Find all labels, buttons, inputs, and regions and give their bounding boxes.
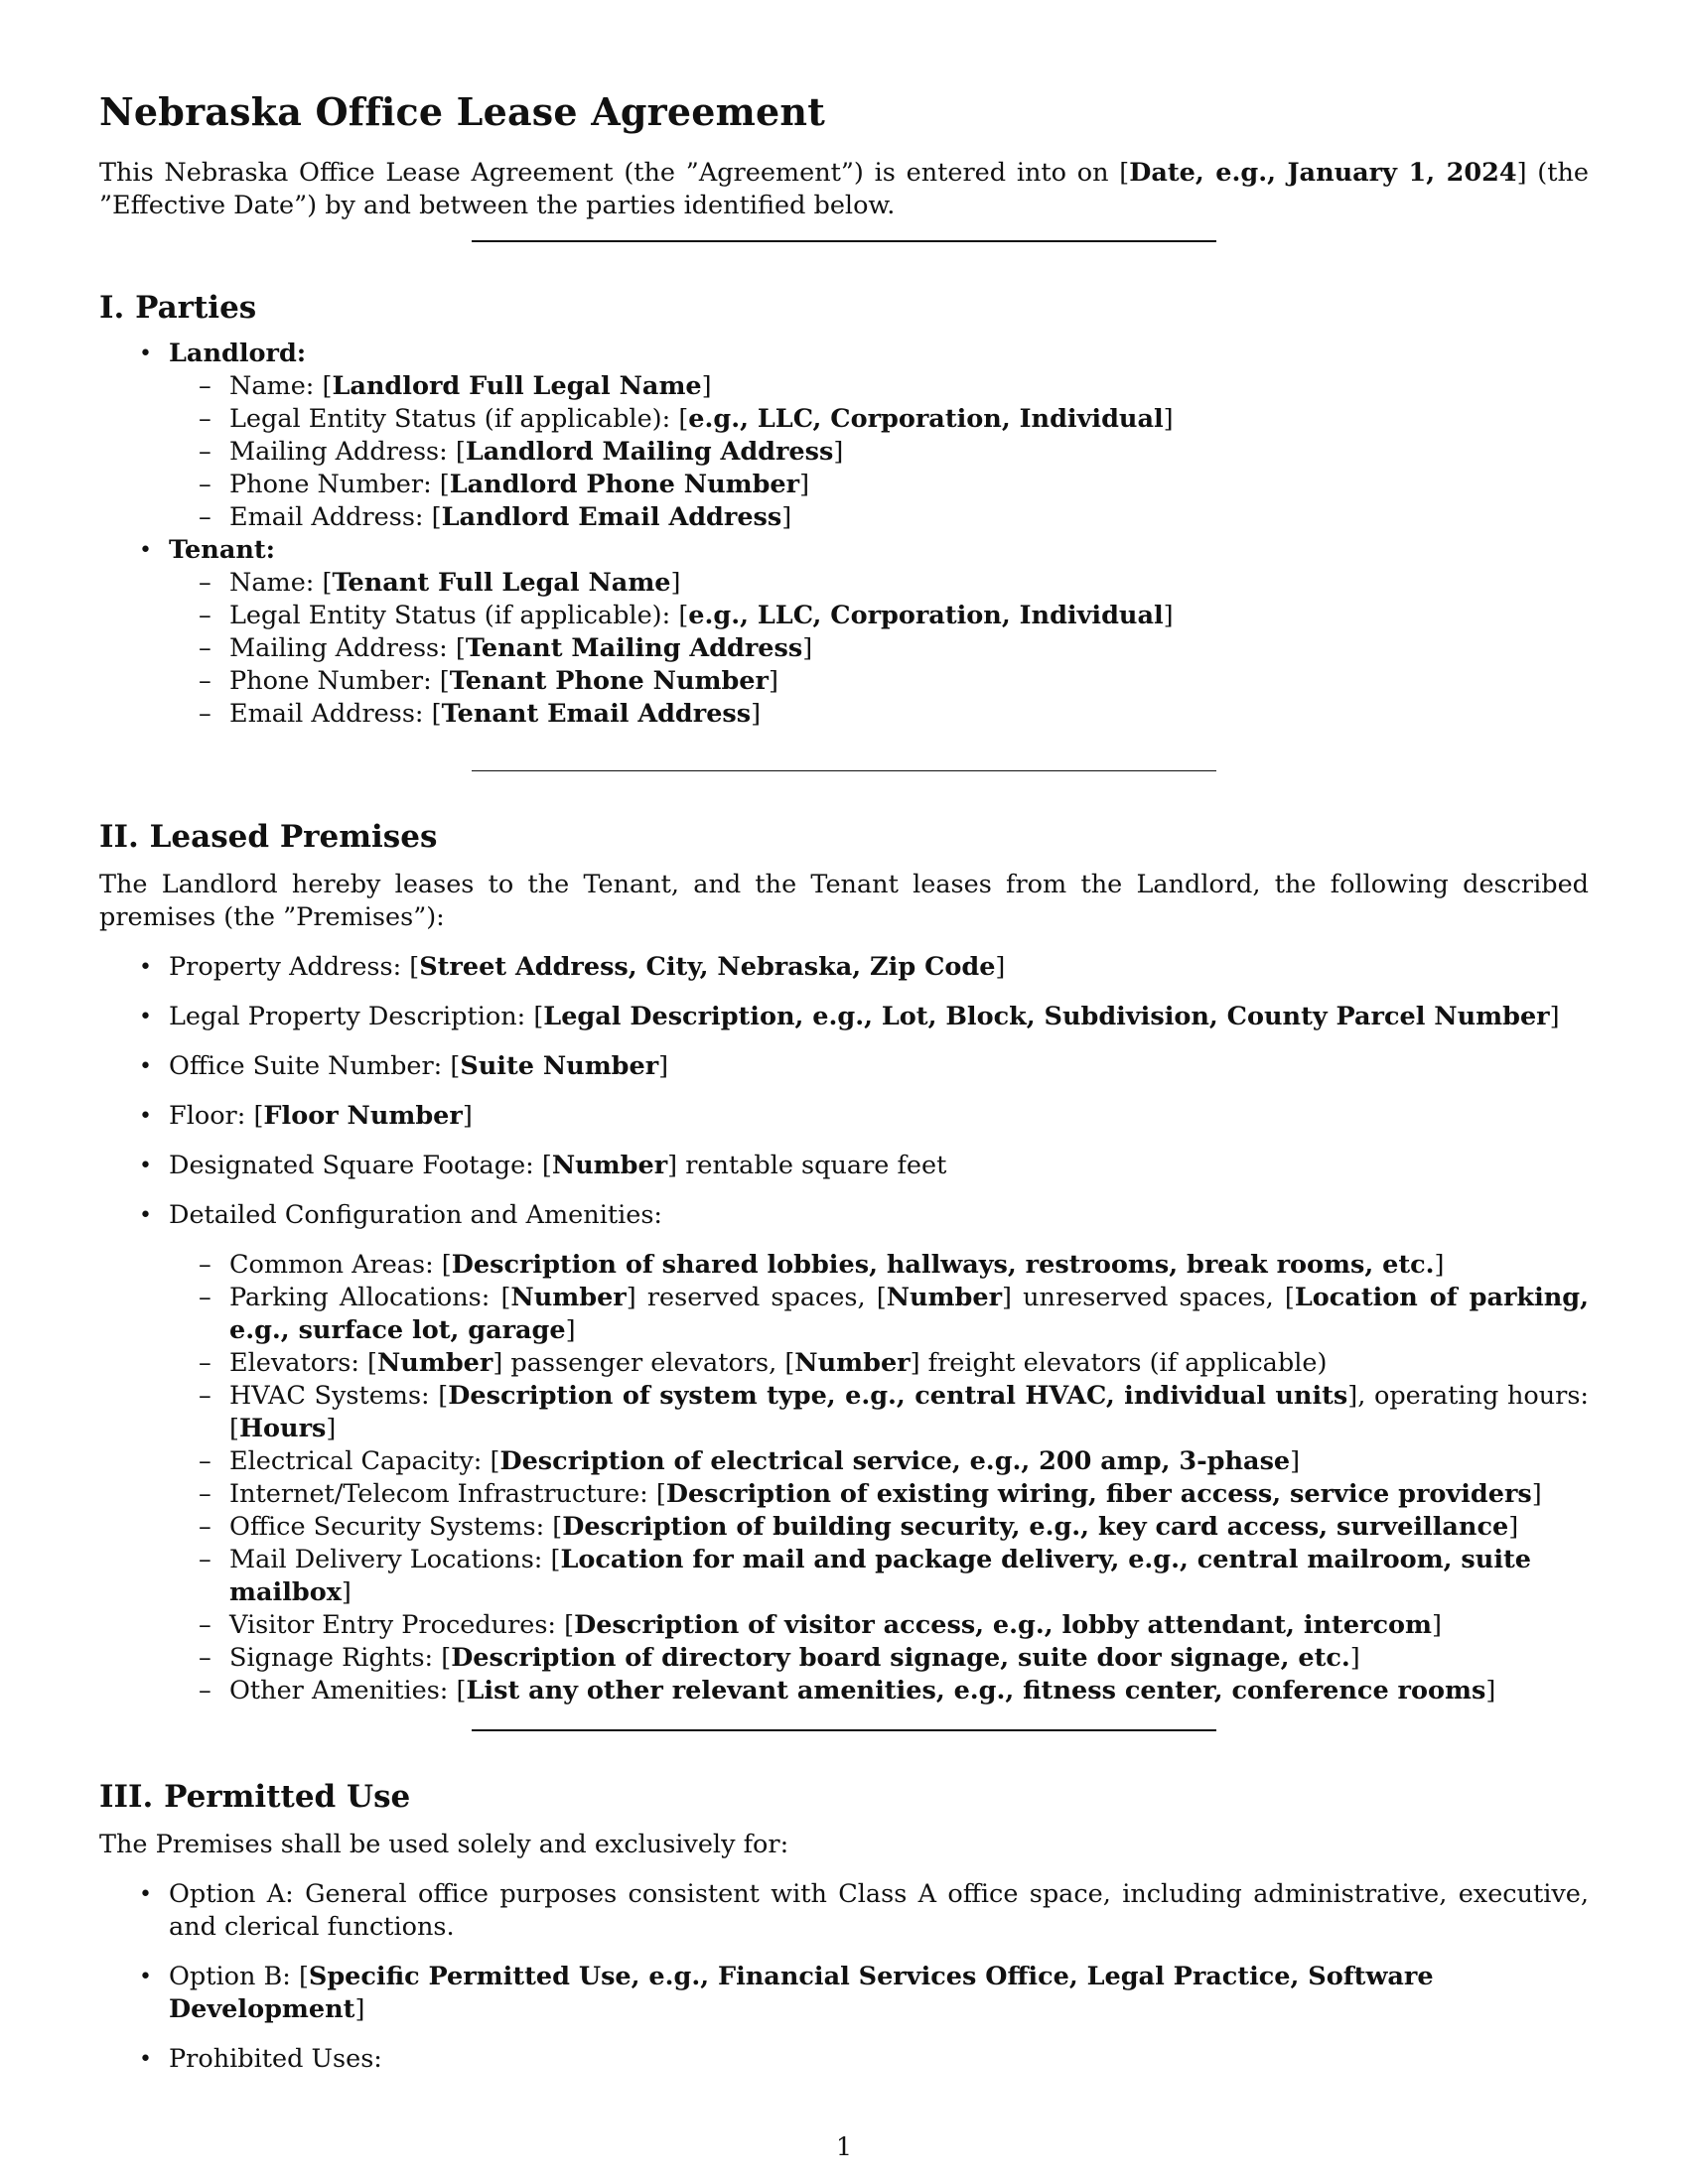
internet-telecom: – Internet/Telecom Infrastructure: [Description of existing wiring, fiber access, service providers] <box>169 1478 1589 1511</box>
prohibited-uses-item: • Prohibited Uses: <box>99 2043 1589 2076</box>
premises-list <box>99 951 1589 1707</box>
landlord-entity: – Legal Entity Status (if applicable): [e.g., LLC, Corporation, Individual] <box>169 403 1589 436</box>
signage-rights: – Signage Rights: [Description of directory board signage, suite door signage, etc.] <box>169 1642 1589 1675</box>
landlord-details <box>169 370 1589 534</box>
document-page <box>99 87 1589 2093</box>
tenant-label: Tenant: <box>169 535 276 565</box>
landlord-address: – Mailing Address: [Landlord Mailing Address] <box>169 436 1589 469</box>
section-heading-permitted-use: III. Permitted Use <box>99 1779 411 1815</box>
permitted-use-list <box>99 1878 1589 2076</box>
option-b-item: • Option B: [Specific Permitted Use, e.g., Financial Services Office, Legal Practice, Software Development] <box>99 1961 1589 2026</box>
configuration-item: • Detailed Configuration and Amenities: – Common Areas: [Description of shared lobbies, hallways, restrooms, break rooms, etc.] – Parking Allocations: [Number] reserved spaces, [Number] unreserved spaces, [Location of parking, e.g., surface lot, garage] – Elevators: [Number] passenger elevators, [Number] freight elevators (if applicable) – HVAC Systems: [Description of system type, e.g., central HVAC, individual units], operating hours: [Hours] – Electrical Capacity: [Description of electrical service, e.g., 200 amp, 3-phase] – Internet/Telecom Infrastructure: [Description of existing wiring, fiber access, service providers] – Office Security Systems: [Description of building security, e.g., key card access, surveillance] – Mail Delivery Locations: [Location for mail and package delivery, e.g., central mailroom, suite mailbox] – Visitor Entry Procedures: [Description of visitor access, e.g., lobby attendant, intercom] – Signage Rights: [Description of directory board signage, suite door signage, etc.] – Other Amenities: [List any other relevant amenities, e.g., fitness center, conference rooms] <box>99 1199 1589 1707</box>
section-divider <box>472 240 1216 242</box>
page-number: 1 <box>835 2132 853 2162</box>
amenities-list <box>169 1249 1589 1707</box>
property-address-item: • Property Address: [Street Address, City, Nebraska, Zip Code] <box>99 951 1589 984</box>
landlord-phone: – Phone Number: [Landlord Phone Number] <box>169 469 1589 501</box>
section-divider <box>472 1729 1216 1731</box>
landlord-item <box>99 338 1589 534</box>
intro-text: ] (the ”Effective Date”) by and between the parties identified below. <box>99 158 1590 220</box>
floor-item: • Floor: [Floor Number] <box>99 1100 1589 1133</box>
parking-allocations: – Parking Allocations: [Number] reserved spaces, [Number] unreserved spaces, [Location of parking, e.g., surface lot, garage] <box>169 1282 1589 1347</box>
tenant-entity: – Legal Entity Status (if applicable): [e.g., LLC, Corporation, Individual] <box>169 600 1589 632</box>
premises-intro: The Landlord hereby leases to the Tenant, and the Tenant leases from the Landlord, the following described premises (the ”Premises”): <box>99 870 1589 932</box>
security-systems: – Office Security Systems: [Description of building security, e.g., key card access, surveillance] <box>169 1511 1589 1544</box>
landlord-email: – Email Address: [Landlord Email Address] <box>169 501 1589 534</box>
suite-number-item: • Office Suite Number: [Suite Number] <box>99 1050 1589 1083</box>
section-divider <box>472 770 1216 771</box>
electrical-capacity: – Electrical Capacity: [Description of electrical service, e.g., 200 amp, 3-phase] <box>169 1445 1589 1478</box>
hvac-systems: – HVAC Systems: [Description of system type, e.g., central HVAC, individual units], operating hours: [Hours] <box>169 1380 1589 1445</box>
parties-list <box>99 338 1589 731</box>
elevators: – Elevators: [Number] passenger elevators, [Number] freight elevators (if applicable) <box>169 1347 1589 1380</box>
intro-text: This Nebraska Office Lease Agreement (the ”Agreement”) is entered into on [ <box>99 158 1130 188</box>
tenant-name: – Name: [Tenant Full Legal Name] <box>169 567 1589 600</box>
legal-description-item: • Legal Property Description: [Legal Description, e.g., Lot, Block, Subdivision, County Parcel Number] <box>99 1001 1589 1033</box>
tenant-email: – Email Address: [Tenant Email Address] <box>169 698 1589 731</box>
tenant-item <box>99 534 1589 731</box>
document-title: Nebraska Office Lease Agreement <box>99 89 825 134</box>
section-heading-parties: I. Parties <box>99 290 257 326</box>
tenant-phone: – Phone Number: [Tenant Phone Number] <box>169 665 1589 698</box>
effective-date-placeholder: Date, e.g., January 1, 2024 <box>1129 158 1517 188</box>
landlord-name: – Name: [Landlord Full Legal Name] <box>169 370 1589 403</box>
tenant-address: – Mailing Address: [Tenant Mailing Address] <box>169 632 1589 665</box>
visitor-entry: – Visitor Entry Procedures: [Description of visitor access, e.g., lobby attendant, intercom] <box>169 1609 1589 1642</box>
permitted-use-intro: The Premises shall be used solely and exclusively for: <box>99 1830 789 1859</box>
section-heading-premises: II. Leased Premises <box>99 819 438 855</box>
landlord-label: Landlord: <box>169 339 307 368</box>
option-a-item: • Option A: General office purposes consistent with Class A office space, including administrative, executive, and clerical functions. <box>99 1878 1589 1944</box>
tenant-details <box>169 567 1589 731</box>
common-areas: – Common Areas: [Description of shared lobbies, hallways, restrooms, break rooms, etc.] <box>169 1249 1589 1282</box>
other-amenities: – Other Amenities: [List any other relevant amenities, e.g., fitness center, conference rooms] <box>169 1675 1589 1707</box>
intro-paragraph <box>99 157 1589 222</box>
square-footage-item: • Designated Square Footage: [Number] rentable square feet <box>99 1150 1589 1182</box>
mail-delivery: – Mail Delivery Locations: [Location for mail and package delivery, e.g., central mailroom, suite mailbox] <box>169 1544 1589 1609</box>
